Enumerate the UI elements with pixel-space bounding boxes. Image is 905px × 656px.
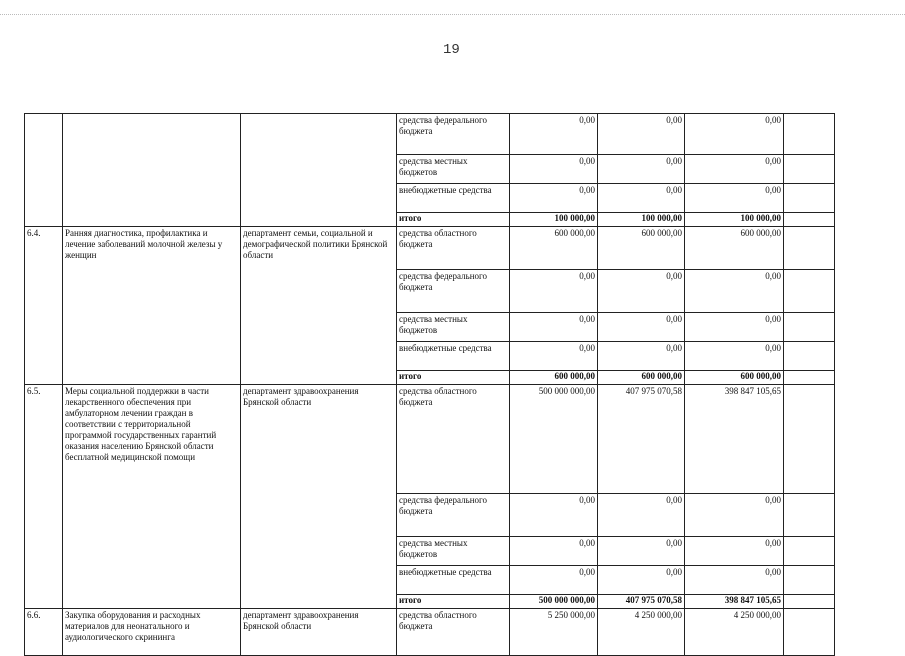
empty-cell <box>784 227 835 270</box>
amount-v3: 0,00 <box>685 313 784 342</box>
amount-v3: 600 000,00 <box>685 227 784 270</box>
empty-cell <box>784 184 835 213</box>
funding-source: средства местных бюджетов <box>397 313 510 342</box>
table-row <box>25 114 835 155</box>
amount-v1: 0,00 <box>510 566 598 595</box>
amount-v2: 0,00 <box>598 566 685 595</box>
funding-source: итого <box>397 213 510 227</box>
item-department: департамент здравоохранения Брянской области <box>241 609 397 656</box>
amount-v2: 0,00 <box>598 342 685 371</box>
amount-v1: 0,00 <box>510 494 598 537</box>
funding-source: итого <box>397 595 510 609</box>
amount-v3: 0,00 <box>685 342 784 371</box>
funding-source: внебюджетные средства <box>397 566 510 595</box>
amount-v2: 4 250 000,00 <box>598 609 685 656</box>
amount-v3: 0,00 <box>685 537 784 566</box>
item-department <box>241 114 397 227</box>
amount-v1: 600 000,00 <box>510 227 598 270</box>
amount-v2: 0,00 <box>598 155 685 184</box>
empty-cell <box>784 566 835 595</box>
funding-source: средства федерального бюджета <box>397 114 510 155</box>
amount-v3: 0,00 <box>685 566 784 595</box>
item-title: Меры социальной поддержки в части лекарственного обеспечения при амбулаторном лечении граждан в соответствии с территориальной программой государственных гарантий оказания населению Брянской области бесплатной медицинской помощи <box>63 385 241 609</box>
empty-cell <box>784 313 835 342</box>
empty-cell <box>784 537 835 566</box>
funding-source: средства областного бюджета <box>397 609 510 656</box>
amount-v2: 100 000,00 <box>598 213 685 227</box>
empty-cell <box>784 371 835 385</box>
table-row <box>25 385 835 494</box>
amount-v3: 0,00 <box>685 494 784 537</box>
table-row <box>25 227 835 270</box>
amount-v3: 4 250 000,00 <box>685 609 784 656</box>
amount-v1: 600 000,00 <box>510 371 598 385</box>
amount-v1: 0,00 <box>510 342 598 371</box>
amount-v1: 0,00 <box>510 184 598 213</box>
amount-v2: 407 975 070,58 <box>598 595 685 609</box>
amount-v3: 100 000,00 <box>685 213 784 227</box>
empty-cell <box>784 595 835 609</box>
funding-source: внебюджетные средства <box>397 184 510 213</box>
funding-source: средства федерального бюджета <box>397 270 510 313</box>
item-number: 6.6. <box>25 609 63 656</box>
funding-source: средства местных бюджетов <box>397 155 510 184</box>
funding-source: внебюджетные средства <box>397 342 510 371</box>
empty-cell <box>784 342 835 371</box>
page-number: 19 <box>443 42 460 58</box>
item-department: департамент семьи, социальной и демографической политики Брянской области <box>241 227 397 385</box>
amount-v3: 0,00 <box>685 270 784 313</box>
item-number: 6.4. <box>25 227 63 385</box>
scan-artifact-line <box>0 14 905 15</box>
item-title: Ранняя диагностика, профилактика и лечение заболеваний молочной железы у женщин <box>63 227 241 385</box>
amount-v2: 0,00 <box>598 114 685 155</box>
amount-v3: 0,00 <box>685 184 784 213</box>
item-department: департамент здравоохранения Брянской области <box>241 385 397 609</box>
budget-table <box>24 113 835 656</box>
amount-v1: 0,00 <box>510 270 598 313</box>
amount-v1: 100 000,00 <box>510 213 598 227</box>
funding-source: средства местных бюджетов <box>397 537 510 566</box>
amount-v1: 0,00 <box>510 313 598 342</box>
item-number: 6.5. <box>25 385 63 609</box>
empty-cell <box>784 213 835 227</box>
amount-v2: 600 000,00 <box>598 371 685 385</box>
empty-cell <box>784 114 835 155</box>
empty-cell <box>784 155 835 184</box>
amount-v2: 407 975 070,58 <box>598 385 685 494</box>
amount-v1: 500 000 000,00 <box>510 385 598 494</box>
amount-v2: 0,00 <box>598 494 685 537</box>
item-title <box>63 114 241 227</box>
amount-v3: 0,00 <box>685 155 784 184</box>
funding-source: средства федерального бюджета <box>397 494 510 537</box>
amount-v1: 0,00 <box>510 155 598 184</box>
empty-cell <box>784 494 835 537</box>
amount-v1: 5 250 000,00 <box>510 609 598 656</box>
amount-v3: 398 847 105,65 <box>685 385 784 494</box>
amount-v2: 600 000,00 <box>598 227 685 270</box>
amount-v2: 0,00 <box>598 184 685 213</box>
amount-v1: 500 000 000,00 <box>510 595 598 609</box>
amount-v1: 0,00 <box>510 114 598 155</box>
amount-v2: 0,00 <box>598 270 685 313</box>
amount-v2: 0,00 <box>598 537 685 566</box>
amount-v3: 0,00 <box>685 114 784 155</box>
item-title: Закупка оборудования и расходных материалов для неонатального и аудиологического скрининга <box>63 609 241 656</box>
funding-source: средства областного бюджета <box>397 385 510 494</box>
funding-source: средства областного бюджета <box>397 227 510 270</box>
funding-source: итого <box>397 371 510 385</box>
amount-v3: 600 000,00 <box>685 371 784 385</box>
amount-v1: 0,00 <box>510 537 598 566</box>
amount-v2: 0,00 <box>598 313 685 342</box>
empty-cell <box>784 609 835 656</box>
item-number <box>25 114 63 227</box>
amount-v3: 398 847 105,65 <box>685 595 784 609</box>
empty-cell <box>784 385 835 494</box>
budget-table-body <box>25 114 835 656</box>
table-row <box>25 609 835 656</box>
empty-cell <box>784 270 835 313</box>
